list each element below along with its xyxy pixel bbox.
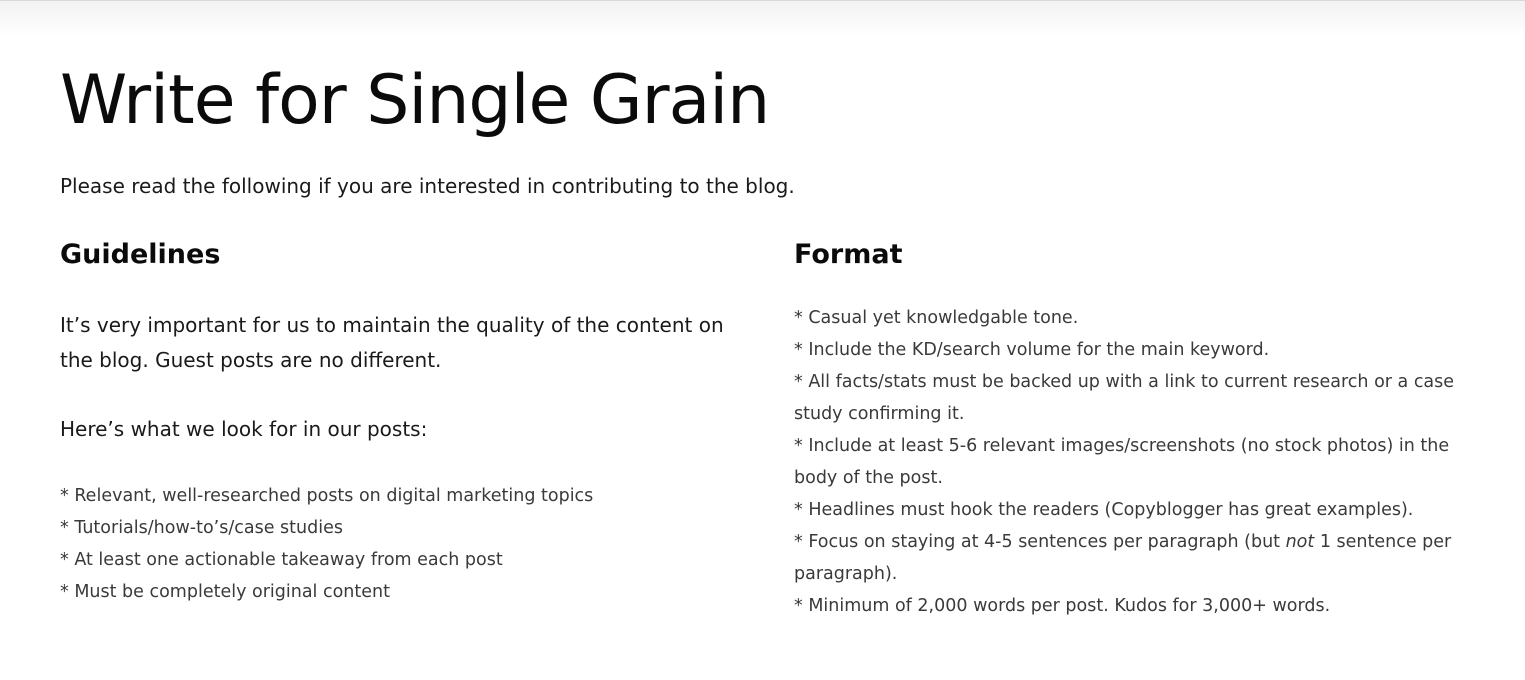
list-item: * All facts/stats must be backed up with a link to current research or a case study confirming it. (794, 372, 1455, 424)
list-item: * Must be completely original content (60, 582, 390, 602)
list-item: * At least one actionable takeaway from each post (60, 550, 503, 570)
guidelines-lead: Here’s what we look for in our posts: (60, 417, 428, 441)
list-item: * Tutorials/how-to’s/case studies (60, 518, 343, 538)
list-item: * Relevant, well-researched posts on digital marketing topics (60, 486, 594, 506)
list-item: * Headlines must hook the readers (Copyblogger has great examples). (794, 500, 1414, 520)
top-bar (0, 0, 1525, 36)
list-item: * Include the KD/search volume for the main keyword. (794, 340, 1270, 360)
intro-text: Please read the following if you are interested in contributing to the blog. (60, 174, 795, 198)
format-heading: Format (794, 239, 903, 270)
format-list (794, 302, 1484, 622)
format-section (794, 238, 1484, 622)
guidelines-list (60, 480, 730, 608)
item-text: 1 sentence per paragraph). (794, 532, 1452, 584)
list-item: * Minimum of 2,000 words per post. Kudos for 3,000+ words. (794, 596, 1331, 616)
guidelines-paragraph: It’s very important for us to maintain the quality of the content on the blog. Guest posts are no different. (60, 313, 724, 372)
list-item (794, 526, 1484, 590)
emphasis-text: not (1285, 532, 1315, 552)
list-item: * Include at least 5-6 relevant images/screenshots (no stock photos) in the body of the post. (794, 436, 1450, 488)
page-title: Write for Single Grain (60, 61, 770, 140)
list-item: * Casual yet knowledgable tone. (794, 308, 1079, 328)
guidelines-section (60, 238, 730, 608)
guidelines-heading: Guidelines (60, 239, 221, 270)
item-text: * Focus on staying at 4-5 sentences per paragraph (but (794, 532, 1286, 552)
